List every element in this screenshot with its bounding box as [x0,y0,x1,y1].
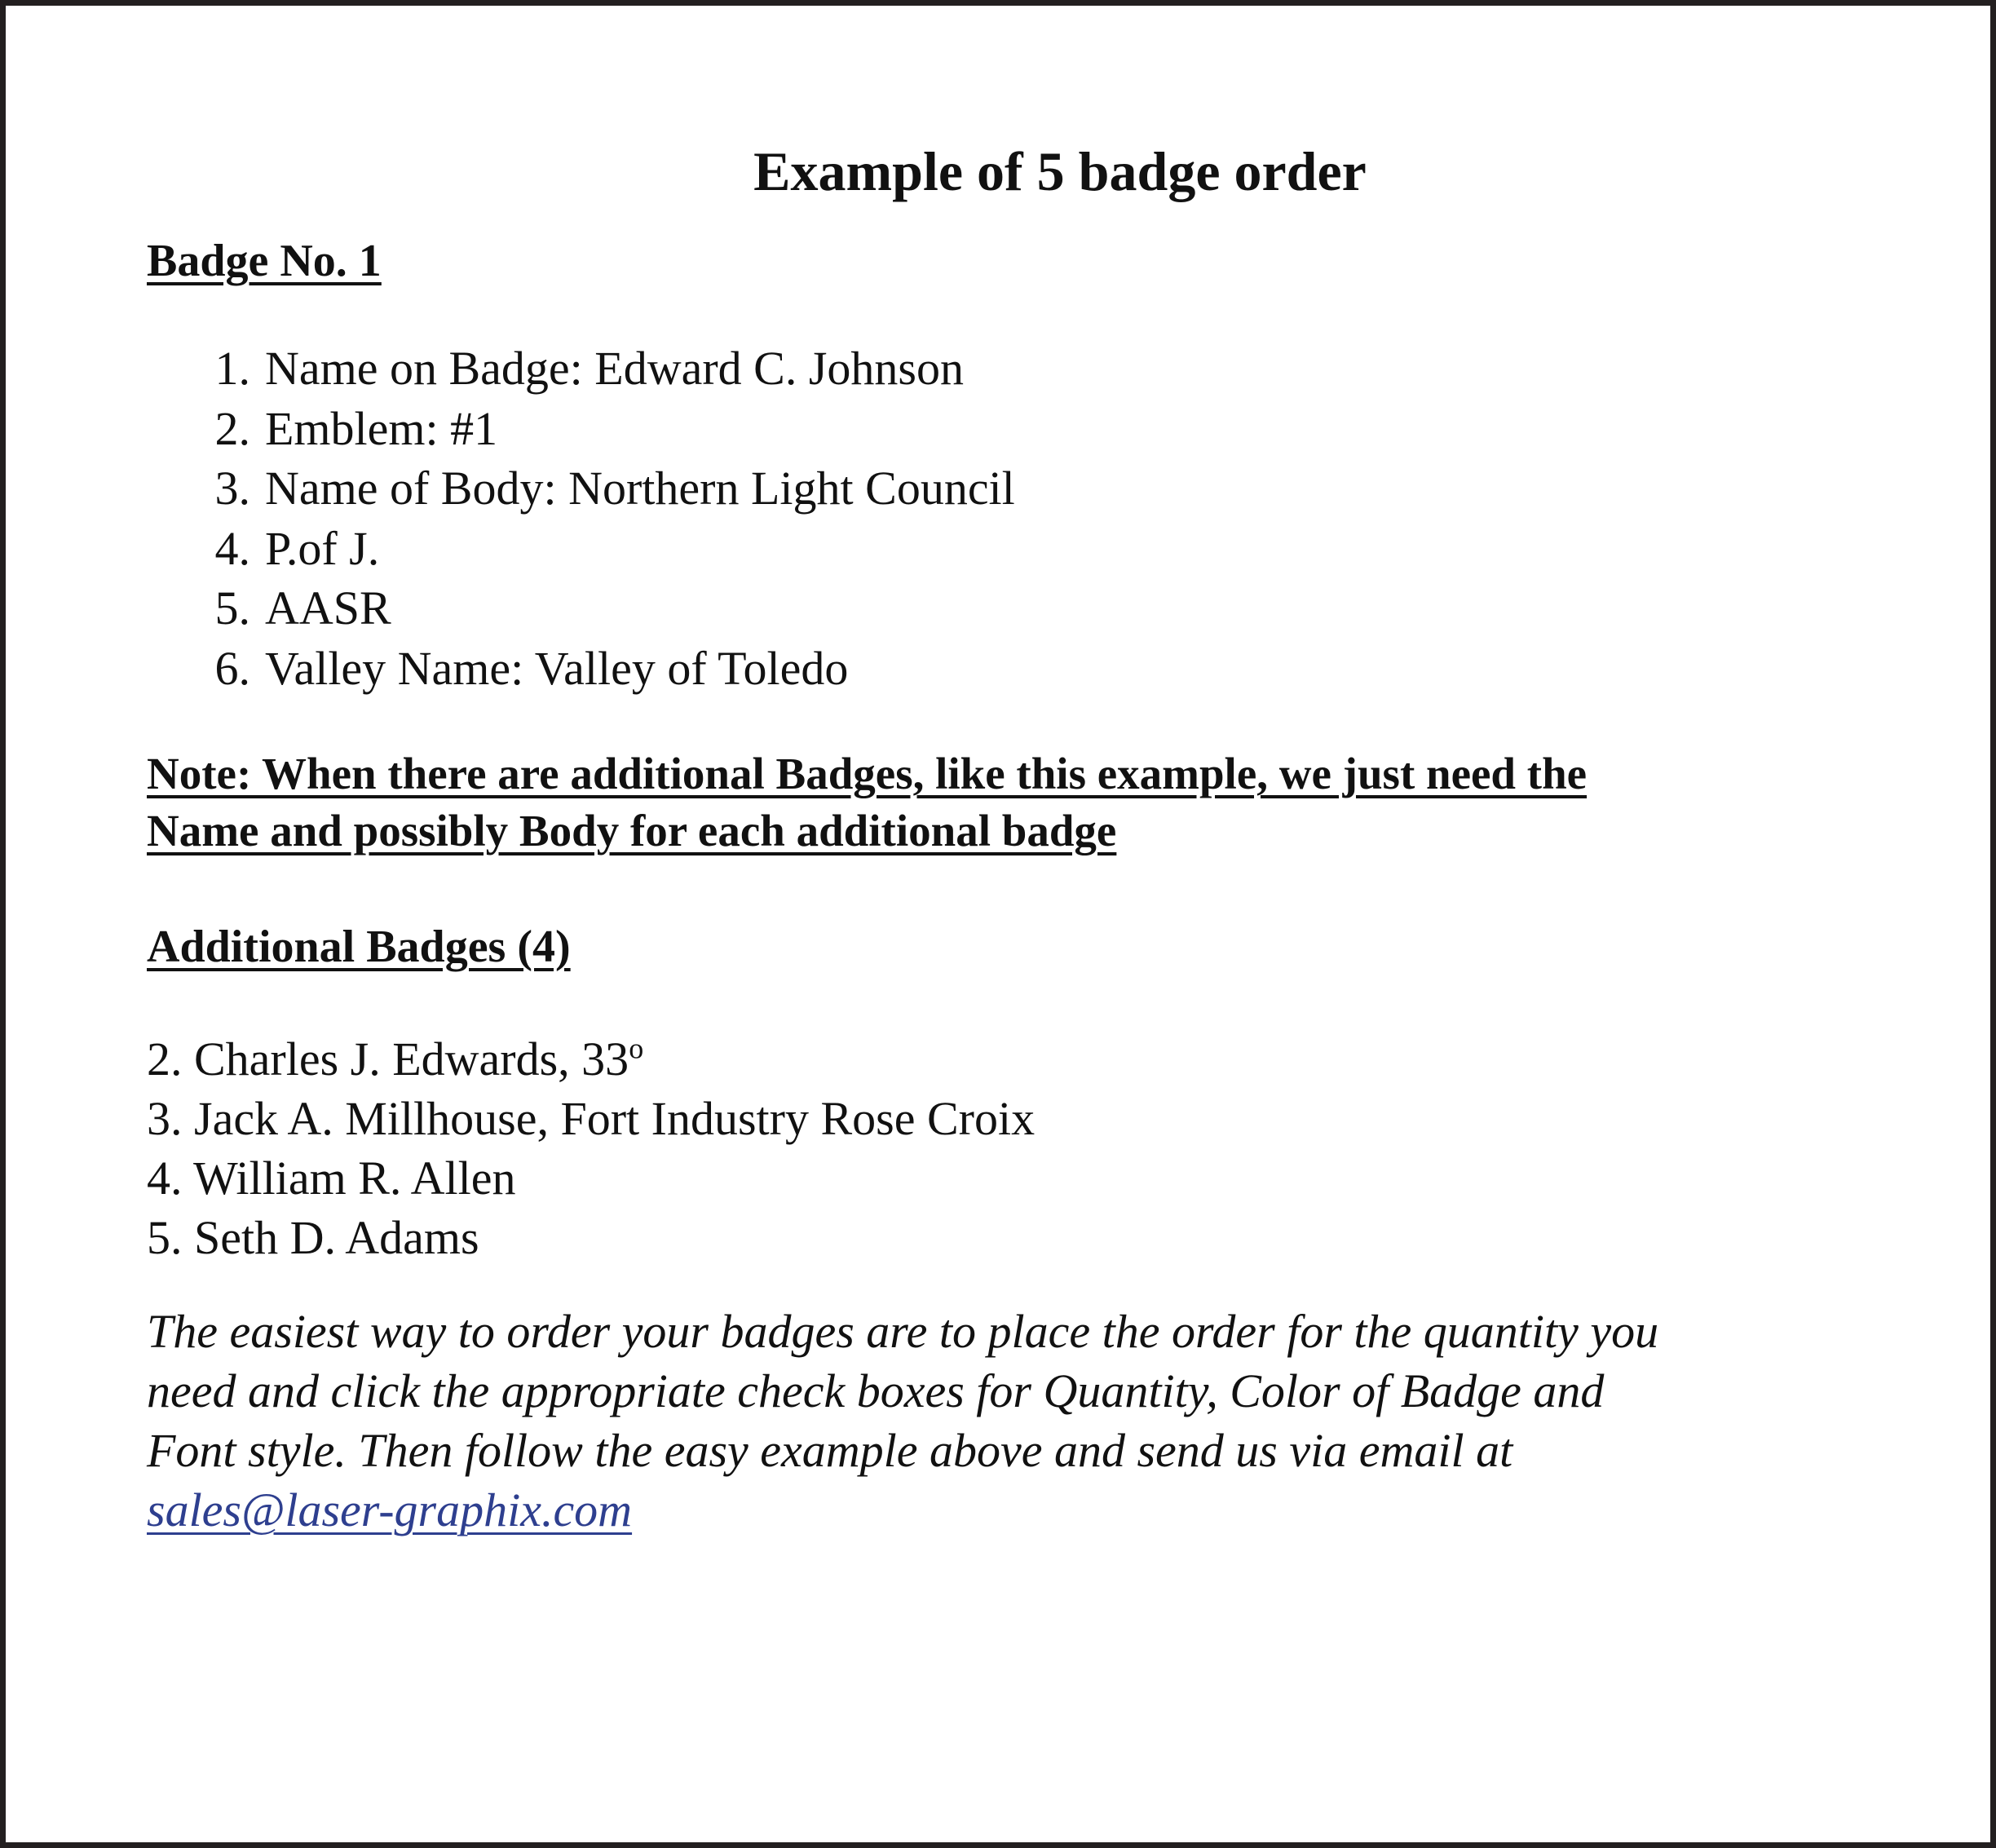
list-item [147,458,1875,519]
badge-entry: 2. Charles J. Edwards, 33 [147,1032,629,1085]
instructions-line: The easiest way to order your badges are to place the order for the quantity you [147,1305,1659,1358]
list-item [147,1148,1875,1208]
item-text: P.of J. [265,521,380,575]
document-content [147,139,1875,1540]
note-paragraph [147,745,1875,860]
list-item [147,399,1875,459]
list-item [147,578,1875,639]
page-title: Example of 5 badge order [753,140,1367,202]
instructions-line: need and click the appropriate check boxes for Quantity, Color of Badge and [147,1364,1605,1417]
additional-badges-heading: Additional Badges (4) [147,922,571,972]
instructions-paragraph [147,1302,1875,1540]
list-item [147,639,1875,699]
item-text: AASR [265,581,391,634]
item-number: 4. [214,521,250,575]
item-text: Name on Badge: Edward C. Johnson [265,342,964,395]
list-item [147,338,1875,399]
additional-badges-list [147,1029,1875,1267]
item-text: Emblem: #1 [265,401,498,455]
item-text: Name of Body: Northern Light Council [265,462,1015,515]
badge-heading: Badge No. 1 [147,236,382,286]
note-line: Note: When there are additional Badges, like this example, we just need the [147,749,1588,798]
list-item [147,1208,1875,1267]
item-number: 6. [214,641,250,695]
badge-entry: 4. William R. Allen [147,1152,516,1205]
list-item [147,519,1875,579]
instructions-line: Font style. Then follow the easy example above and send us via email at [147,1424,1513,1477]
list-item [147,1089,1875,1148]
note-line: Name and possibly Body for each additional badge [147,806,1117,855]
badge-details-list [147,338,1875,698]
list-item [147,1029,1875,1089]
degree-mark: o [629,1032,644,1065]
item-number: 5. [214,581,250,634]
email-link[interactable]: sales@laser-graphix.com [147,1483,633,1536]
item-number: 2. [214,401,250,455]
badge-entry: 3. Jack A. Millhouse, Fort Industry Rose Croix [147,1092,1036,1145]
item-number: 3. [214,462,250,515]
item-text: Valley Name: Valley of Toledo [265,641,849,695]
badge-entry: 5. Seth D. Adams [147,1211,479,1264]
item-number: 1. [214,342,250,395]
